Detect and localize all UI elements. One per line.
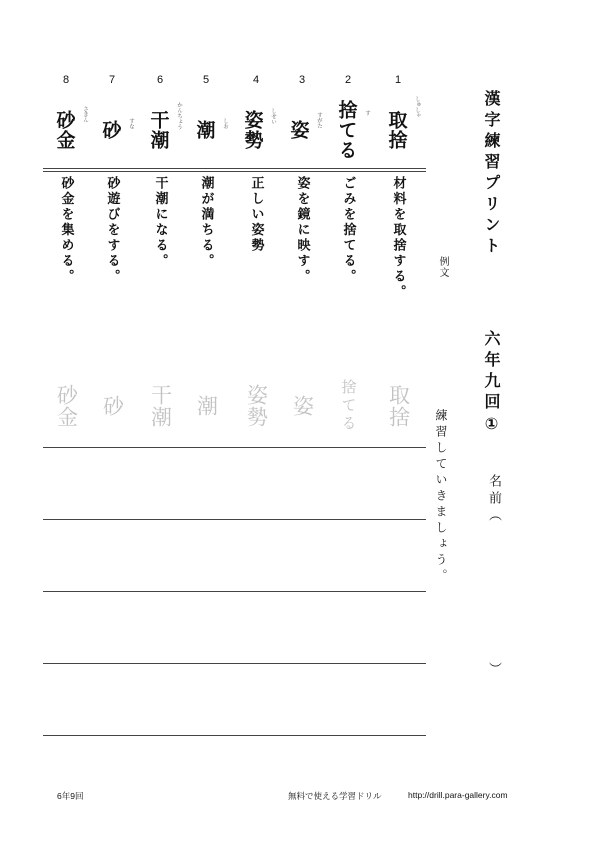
practice-line xyxy=(43,663,426,664)
kanji-word-5 xyxy=(189,94,228,166)
trace-word-5: 潮 xyxy=(194,395,219,417)
trace-word-4: 姿勢 xyxy=(244,384,269,428)
footer-url-link[interactable]: http://drill.para-gallery.com xyxy=(408,790,508,800)
example-sentence-6: 干潮になる。 xyxy=(152,176,168,269)
trace-word-2: 捨てる xyxy=(339,379,358,433)
example-sentence-2: ごみを捨てる。 xyxy=(340,176,356,285)
furigana-reading: かんちょう xyxy=(176,102,182,130)
item-number-2: 2 xyxy=(344,74,352,86)
page-title: 漢字練習プリント xyxy=(482,90,501,258)
trace-word-6: 干潮 xyxy=(148,384,173,428)
kanji-word-text: 砂 xyxy=(99,120,122,140)
furigana-reading: しお xyxy=(222,118,228,129)
furigana-reading: しゅしゃ xyxy=(414,96,420,118)
trace-word-1: 取捨 xyxy=(386,384,411,428)
furigana-reading: すがた xyxy=(316,112,322,129)
trace-word-3: 姿 xyxy=(290,395,315,417)
practice-line xyxy=(43,735,426,736)
kanji-word-3 xyxy=(283,94,322,166)
header-divider xyxy=(43,171,426,172)
name-close-paren: ） xyxy=(486,662,501,675)
kanji-word-text: 干潮 xyxy=(147,110,170,150)
furigana-reading: しせい xyxy=(270,108,276,125)
item-number-1: 1 xyxy=(394,74,402,86)
set-label: 六年九回① xyxy=(482,330,501,438)
trace-word-7: 砂 xyxy=(100,395,125,417)
example-label: 例文 xyxy=(437,256,448,278)
trace-word-8: 砂金 xyxy=(54,384,79,428)
kanji-word-1 xyxy=(381,94,420,166)
kanji-word-text: 取捨 xyxy=(385,110,408,150)
example-sentence-5: 潮が満ちる。 xyxy=(198,176,214,269)
example-sentence-4: 正しい姿勢 xyxy=(248,176,264,254)
item-number-4: 4 xyxy=(252,74,260,86)
example-sentence-8: 砂金を集める。 xyxy=(58,176,74,285)
footer-sheet-id: 6年9回 xyxy=(57,791,84,801)
kanji-word-6 xyxy=(143,94,182,166)
furigana-reading: す xyxy=(364,110,370,116)
kanji-word-8 xyxy=(49,94,88,166)
item-number-6: 6 xyxy=(156,74,164,86)
furigana-reading: すな xyxy=(128,118,134,129)
kanji-word-text: 姿 xyxy=(287,120,310,140)
example-sentence-7: 砂遊びをする。 xyxy=(104,176,120,285)
practice-line xyxy=(43,447,426,448)
kanji-word-7 xyxy=(95,94,134,166)
item-number-7: 7 xyxy=(108,74,116,86)
kanji-word-text: 砂金 xyxy=(53,110,76,150)
practice-line xyxy=(43,519,426,520)
header-divider xyxy=(43,168,426,169)
kanji-word-4 xyxy=(237,94,276,166)
footer-site-name: 無料で使える学習ドリル xyxy=(288,791,382,801)
kanji-word-text: 捨てる xyxy=(335,100,358,160)
practice-instruction: 練習していきましょう。 xyxy=(434,409,448,585)
item-number-5: 5 xyxy=(202,74,210,86)
item-number-8: 8 xyxy=(62,74,70,86)
furigana-reading: さきん xyxy=(82,106,88,123)
item-number-3: 3 xyxy=(298,74,306,86)
example-sentence-3: 姿を鏡に映す。 xyxy=(294,176,310,285)
kanji-word-text: 姿勢 xyxy=(241,110,264,150)
name-label: 名前（ xyxy=(486,474,501,525)
kanji-word-2 xyxy=(331,94,370,166)
kanji-word-text: 潮 xyxy=(193,120,216,140)
practice-line xyxy=(43,591,426,592)
example-sentence-1: 材料を取捨する。 xyxy=(390,176,406,300)
